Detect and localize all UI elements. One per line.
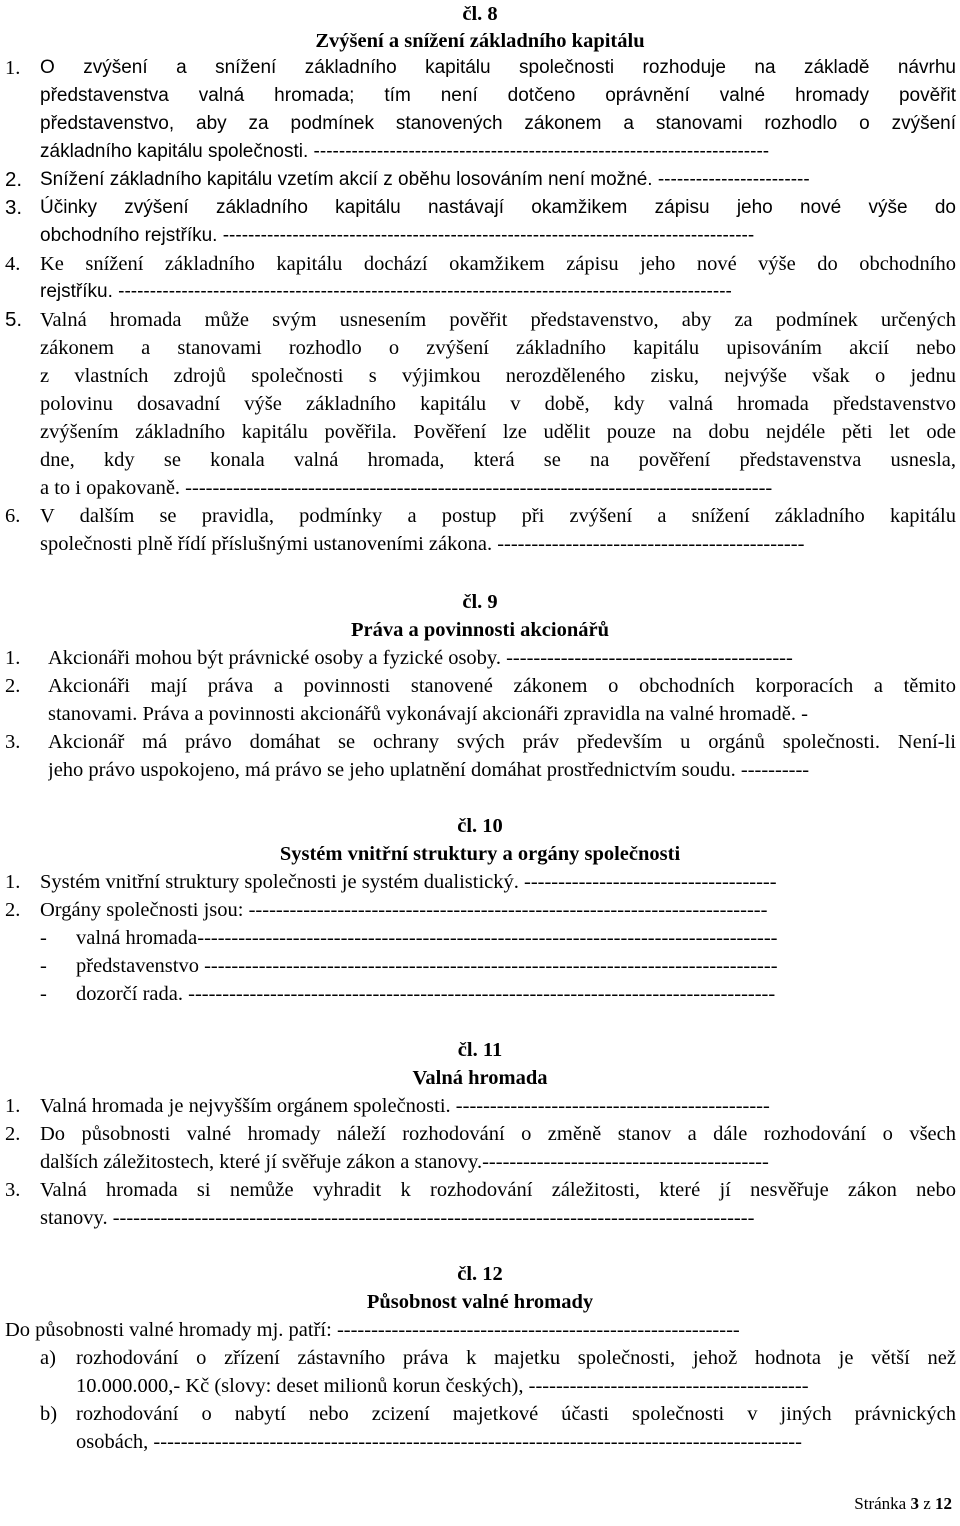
article-10-number: čl. 10 [457, 815, 503, 837]
art9-item-1-number: 1. [5, 647, 21, 669]
art8-item-4-line-1: Ke snížení základního kapitálu dochází okamžikem zápisu jeho nové výše do obchodního [40, 253, 956, 275]
art11-item-3-line-2: stanovy. ---------------------------------------------------------------------------------------------- [40, 1207, 755, 1229]
art8-item-1-line-4: základního kapitálu společnosti. ------------------------------------------------------------------------ [40, 141, 770, 162]
art11-item-3-line-1: Valná hromada si nemůže vyhradit k rozhodování záležitosti, které jí nesvěřuje zákon nebo [40, 1179, 956, 1201]
article-9-title: Práva a povinnosti akcionářů [351, 619, 609, 641]
article-12-title: Působnost valné hromady [366, 1291, 594, 1313]
art8-item-5-line-1: Valná hromada může svým usnesením pověřit představenstvo, aby za podmínek určených [40, 309, 956, 331]
art10-bullet-2-mark: - [40, 955, 47, 977]
article-8-number: čl. 8 [462, 3, 498, 25]
art9-item-2-number: 2. [5, 675, 21, 697]
art8-item-1-line-2: představenstva valná hromada; tím není dotčeno oprávnění valné hromady pověřit [40, 85, 956, 106]
art12-item-b-line-1: rozhodování o nabytí nebo zcizení majetkové účasti společnosti v jiných právnických [76, 1403, 956, 1425]
art9-item-1-line-1: Akcionáři mohou být právnické osoby a fyzické osoby. ------------------------------------------ [48, 647, 793, 669]
art11-item-1-number: 1. [5, 1095, 21, 1117]
art10-bullet-3-mark: - [40, 983, 47, 1005]
art8-item-5-number: 5. [5, 308, 23, 331]
art8-item-5-line-2: zákonem a stanovami rozhodlo o zvýšení základního kapitálu upisováním akcií nebo [40, 337, 956, 359]
art8-item-1-number: 1. [5, 57, 21, 79]
art9-item-2-line-2: stanovami. Práva a povinnosti akcionářů vykonávají akcionáři zpravidla na valné hromadě. - [48, 703, 808, 725]
art12-item-a-line-1: rozhodování o zřízení zástavního práva k majetku společnosti, jehož hodnota je větší než [76, 1347, 956, 1369]
art11-item-3-number: 3. [5, 1179, 21, 1201]
art8-item-5-line-4: polovinu dosavadní výše základního kapitálu v době, kdy valná hromada představenstvo [40, 393, 956, 415]
art8-item-1-line-3: představenstvo, aby za podmínek stanovených zákonem a stanovami rozhodlo o zvýšení [40, 113, 956, 134]
art10-item-2-line-1: Orgány společnosti jsou: ---------------------------------------------------------------------------- [40, 899, 768, 921]
article-8-title: Zvýšení a snížení základního kapitálu [315, 30, 645, 52]
article-11-number: čl. 11 [457, 1039, 503, 1061]
art8-item-2-number: 2. [5, 168, 23, 191]
art8-item-3-number: 3. [5, 196, 23, 219]
art8-item-1-line-1: O zvýšení a snížení základního kapitálu společnosti rozhoduje na základě návrhu [40, 57, 956, 78]
article-11-title: Valná hromada [412, 1067, 548, 1089]
art10-item-1-line-1: Systém vnitřní struktury společnosti je systém dualistický. ------------------------------------- [40, 871, 777, 893]
art8-item-4-line-2: rejstříku. ------------------------------------------------------------------------------------------------- [40, 281, 732, 302]
art10-item-2-number: 2. [5, 899, 21, 921]
art8-item-6-number: 6. [5, 505, 21, 527]
footer-prefix: Stránka [854, 1494, 911, 1513]
article-9-number: čl. 9 [462, 591, 498, 613]
footer-page-total: 12 [935, 1494, 952, 1513]
art10-bullet-1-text: valná hromada------------------------------------------------------------------------------------- [76, 927, 778, 949]
art10-bullet-1-mark: - [40, 927, 47, 949]
art8-item-5-line-3: z vlastních zdrojů společnosti s výjimkou nerozděleného zisku, nejvýše však o jednu [40, 365, 956, 387]
art10-bullet-3-text: dozorčí rada. -------------------------------------------------------------------------------------- [76, 983, 776, 1005]
art8-item-2-line-1: Snížení základního kapitálu vzetím akcií z oběhu losováním není možné. ------------------------ [40, 169, 810, 190]
art9-item-3-line-1: Akcionář má právo domáhat se ochrany svých práv především u orgánů společnosti. Není-li [48, 731, 956, 753]
footer-page-number: 3 [910, 1494, 919, 1513]
art12-item-a-line-2: 10.000.000,- Kč (slovy: deset milionů korun českých), ----------------------------------------- [76, 1375, 809, 1397]
art8-item-3-line-1: Účinky zvýšení základního kapitálu nastávají okamžikem zápisu jeho nové výše do [40, 197, 956, 218]
art8-item-6-line-1: V dalším se pravidla, podmínky a postup při zvýšení a snížení základního kapitálu [40, 505, 956, 527]
art9-item-2-line-1: Akcionáři mají práva a povinnosti stanovené zákonem o obchodních korporacích a těmito [48, 675, 956, 697]
art8-item-5-line-7: a to i opakovaně. -------------------------------------------------------------------------------------- [40, 477, 773, 499]
art8-item-4-number: 4. [5, 253, 21, 275]
art10-bullet-2-text: představenstvo ------------------------------------------------------------------------------------ [76, 955, 778, 977]
art12-item-b-line-2: osobách, ----------------------------------------------------------------------------------------------- [76, 1431, 802, 1453]
page-footer [854, 1492, 952, 1516]
art8-item-3-line-2: obchodního rejstříku. ------------------------------------------------------------------------------------ [40, 225, 755, 246]
art12-item-a-label: a) [40, 1347, 56, 1369]
art8-item-5-line-5: zvýšením základního kapitálu pověřila. Pověření lze udělit pouze na dobu nejdéle pěti let ode [40, 421, 956, 443]
art11-item-2-line-2: dalších záležitostech, které jí svěřuje zákon a stanovy.------------------------------------------ [40, 1151, 769, 1173]
art12-item-b-label: b) [40, 1403, 58, 1425]
art8-item-5-line-6: dne, kdy se konala valná hromada, která se na pověření představenstva usnesla, [40, 449, 956, 471]
art8-item-6-line-2: společnosti plně řídí příslušnými ustanoveními zákona. --------------------------------------------- [40, 533, 805, 555]
footer-middle: z [918, 1494, 935, 1513]
art10-item-1-number: 1. [5, 871, 21, 893]
art11-item-1-line-1: Valná hromada je nejvyšším orgánem společnosti. ---------------------------------------------- [40, 1095, 770, 1117]
article-10-title: Systém vnitřní struktury a orgány společnosti [279, 843, 681, 865]
art11-item-2-line-1: Do působnosti valné hromady náleží rozhodování o změně stanov a dále rozhodování o všech [40, 1123, 956, 1145]
article-12-number: čl. 12 [457, 1263, 503, 1285]
art11-item-2-number: 2. [5, 1123, 21, 1145]
art12-intro: Do působnosti valné hromady mj. patří: ----------------------------------------------------------- [5, 1319, 740, 1341]
art9-item-3-number: 3. [5, 731, 21, 753]
art9-item-3-line-2: jeho právo uspokojeno, má právo se jeho uplatnění domáhat prostřednictvím soudu. ---------- [48, 759, 810, 781]
